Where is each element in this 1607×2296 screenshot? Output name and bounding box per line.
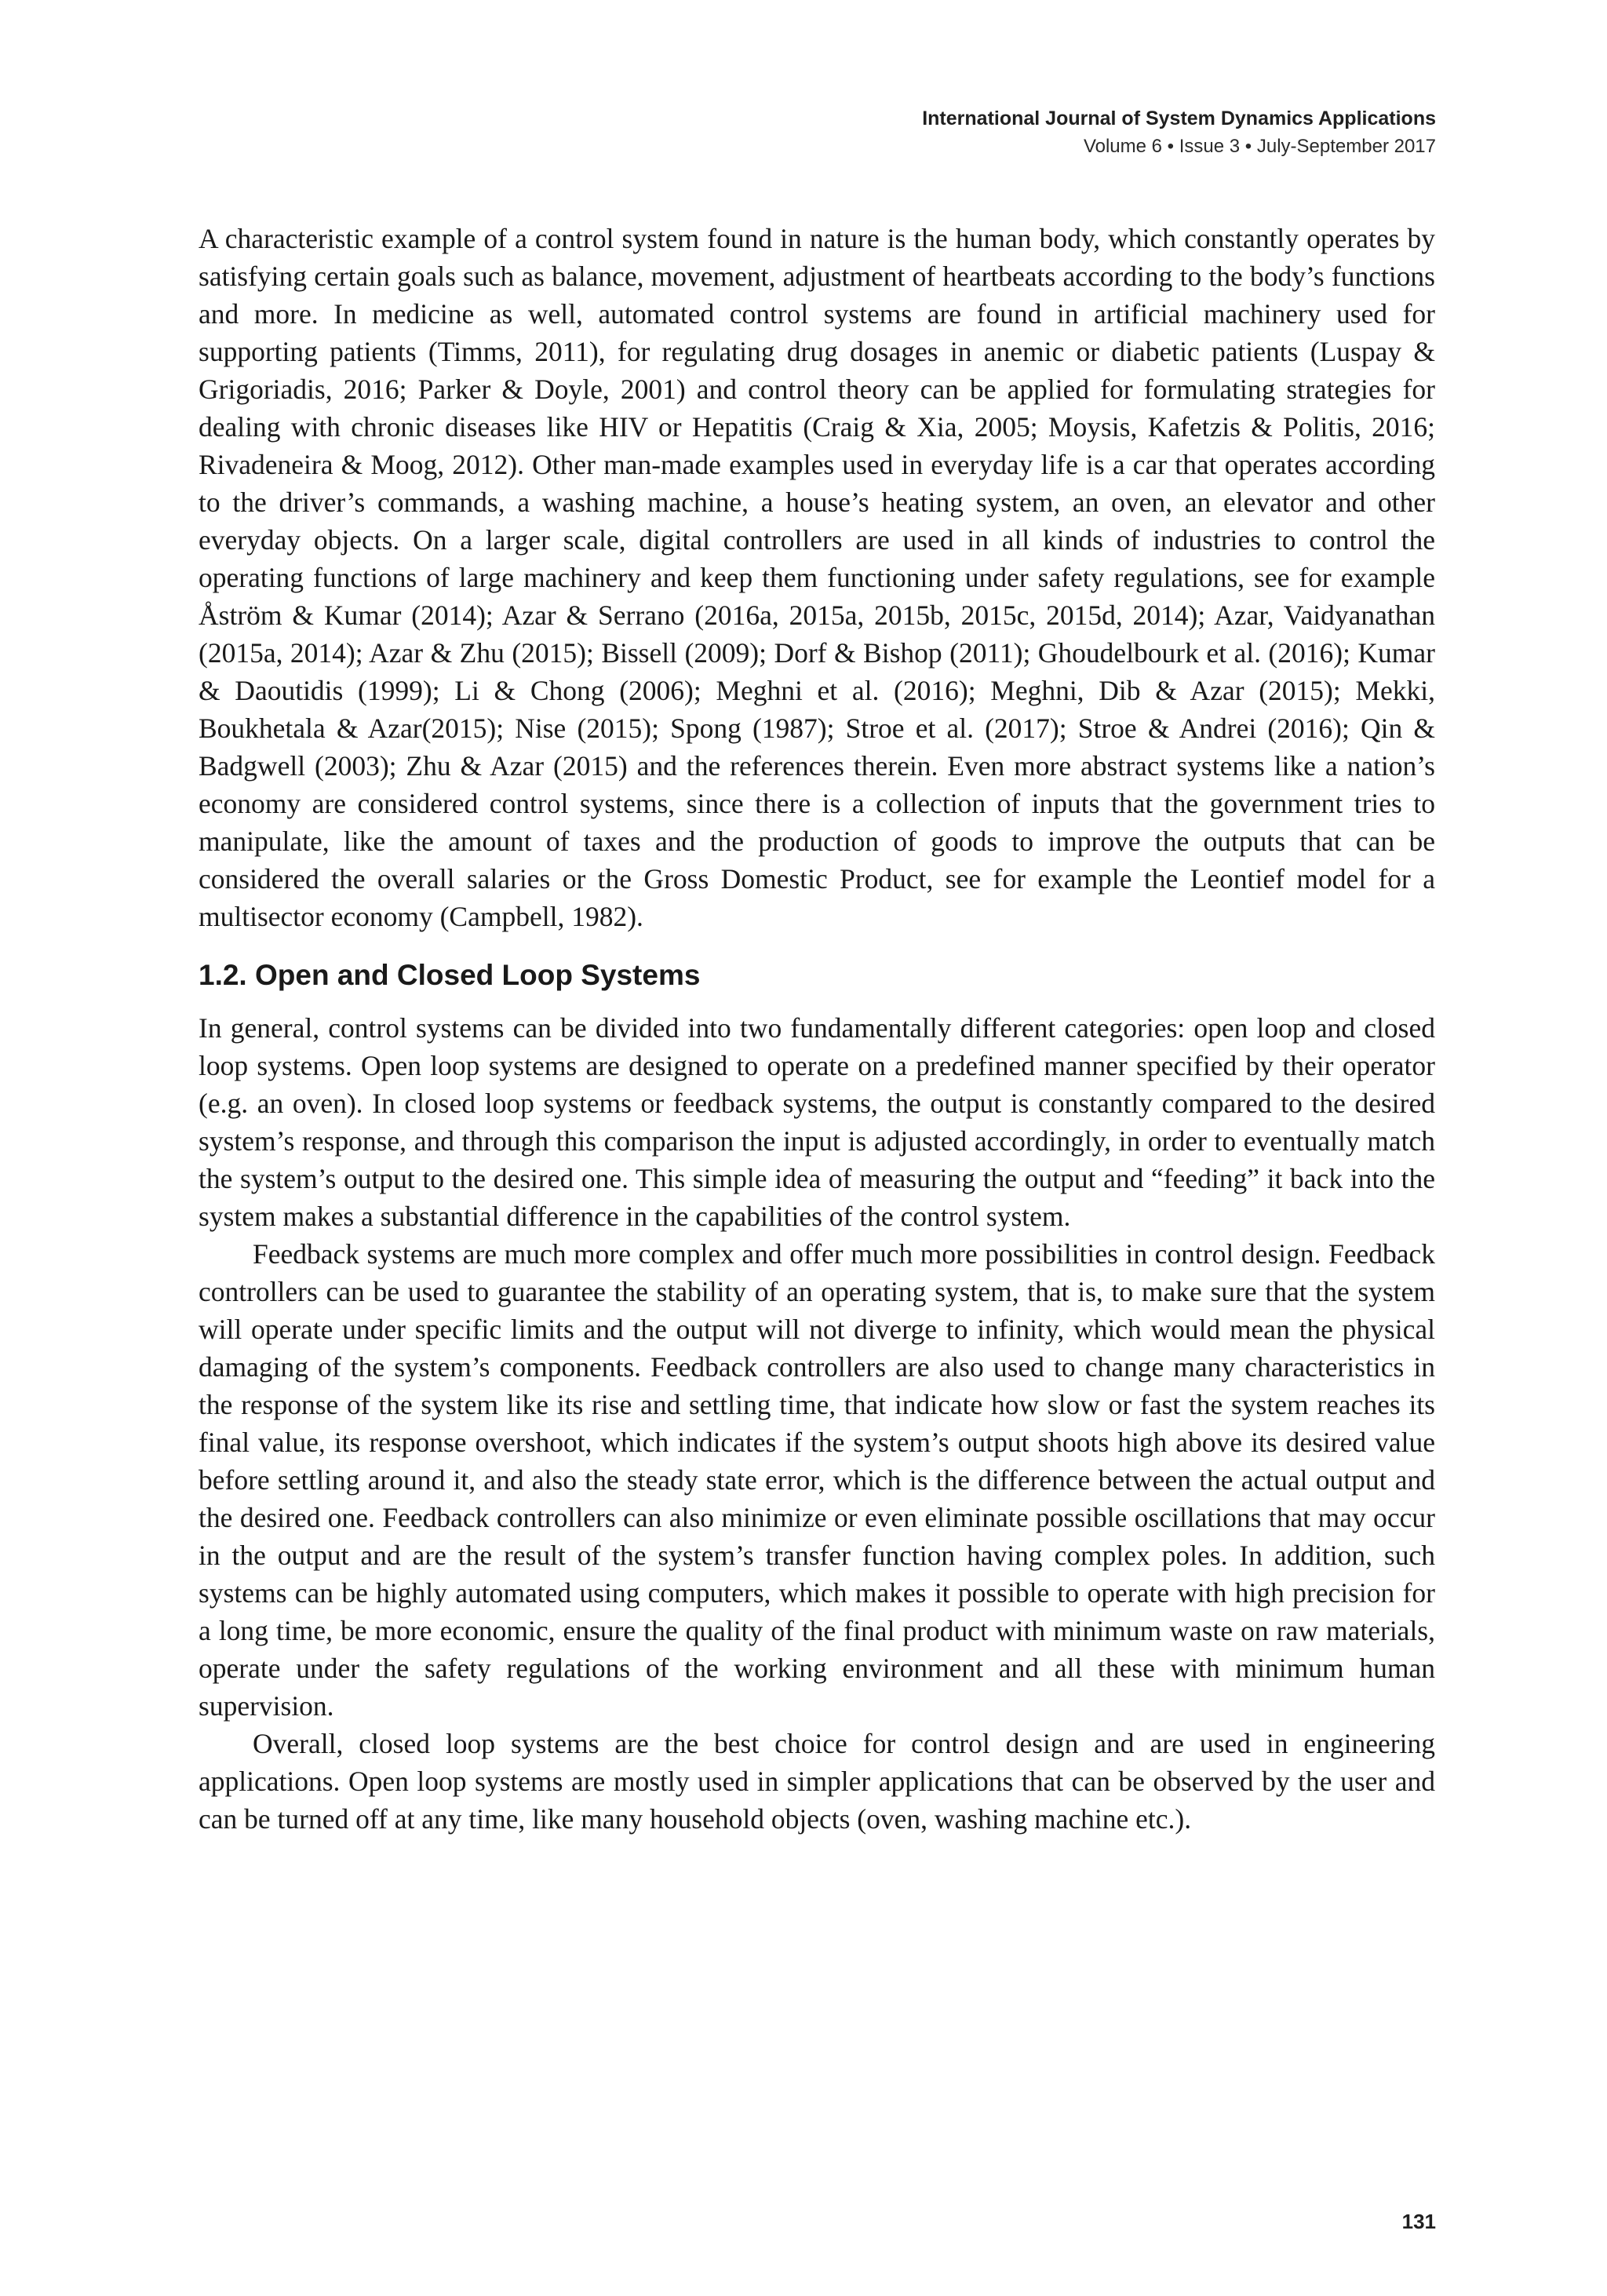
paragraph-feedback-systems: Feedback systems are much more complex and offer much more possibilities in control design. Feedback controllers can be used to guarantee the stability of an operating system, that is, to make sure that the system will operate under specific limits and the output will not diverge to infinity, which would mean the physical damaging of the system’s components. Feedback controllers are also used to change many characteristics in the response of the system like its rise and settling time, that indicate how slow or fast the system reaches its final value, its response overshoot, which indicates if the system’s output shoots high above its desired value before settling around it, and also the steady state error, which is the difference between the actual output and the desired one. Feedback controllers can also minimize or even eliminate possible oscillations that may occur in the output and are the result of the system’s transfer function having complex poles. In addition, such systems can be highly automated using computers, which makes it possible to operate with high precision for a long time, be more economic, ensure the quality of the final product with minimum waste on raw materials, operate under the safety regulations of the working environment and all these with minimum human supervision.	[199, 1238, 1435, 1722]
paragraph-control-examples: A characteristic example of a control system found in nature is the human body, which constantly operates by satisfying certain goals such as balance, movement, adjustment of heartbeats according to the body’s functions and more. In medicine as well, automated control systems are found in artificial machinery used for supporting patients (Timms, 2011), for regulating drug dosages in anemic or diabetic patients (Luspay & Grigoriadis, 2016; Parker & Doyle, 2001) and control theory can be applied for formulating strategies for dealing with chronic diseases like HIV or Hepatitis (Craig & Xia, 2005; Moysis, Kafetzis & Politis, 2016; Rivadeneira & Moog, 2012). Other man-made examples used in everyday life is a car that operates according to the driver’s commands, a washing machine, a house’s heating system, an oven, an elevator and other everyday objects. On a larger scale, digital controllers are used in all kinds of industries to control the operating functions of large machinery and keep them functioning under safety regulations, see for example Åström & Kumar (2014); Azar & Serrano (2016a, 2015a, 2015b, 2015c, 2015d, 2014); Azar, Vaidyanathan (2015a, 2014); Azar & Zhu (2015); Bissell (2009); Dorf & Bishop (2011); Ghoudelbourk et al. (2016); Kumar & Daoutidis (1999); Li & Chong (2006); Meghni et al. (2016); Meghni, Dib & Azar (2015); Mekki, Boukhetala & Azar(2015); Nise (2015); Spong (1987); Stroe et al. (2017); Stroe & Andrei (2016); Qin & Badgwell (2003); Zhu & Azar (2015) and the references therein. Even more abstract systems like a nation’s economy are considered control systems, since there is a collection of inputs that the government tries to manipulate, like the amount of taxes and the production of goods to improve the outputs that can be considered the overall salaries or the Gross Domestic Product, see for example the Leontief model for a multisector economy (Campbell, 1982).	[199, 223, 1435, 932]
issue-info: Volume 6 • Issue 3 • July-September 2017	[1083, 136, 1436, 157]
paragraph-overall: Overall, closed loop systems are the best choice for control design and are used in engineering applications. Open loop systems are mostly used in simpler applications that can be observed by the user and can be turned off at any time, like many household objects (oven, washing machine etc.).	[199, 1728, 1435, 1835]
section-heading: 1.2. Open and Closed Loop Systems	[199, 959, 701, 991]
running-header	[922, 104, 1436, 161]
paragraph-open-closed-intro: In general, control systems can be divided into two fundamentally different categories: open loop and closed loop systems. Open loop systems are designed to operate on a predefined manner specified by their operator (e.g. an oven). In closed loop systems or feedback systems, the output is constantly compared to the desired system’s response, and through this comparison the input is adjusted accordingly, in order to eventually match the system’s output to the desired one. This simple idea of measuring the output and “feeding” it back into the system makes a substantial difference in the capabilities of the control system.	[199, 1012, 1435, 1232]
article-body	[199, 220, 1435, 1838]
journal-title: International Journal of System Dynamics Applications	[922, 108, 1436, 129]
page-number: 131	[1401, 2210, 1436, 2233]
